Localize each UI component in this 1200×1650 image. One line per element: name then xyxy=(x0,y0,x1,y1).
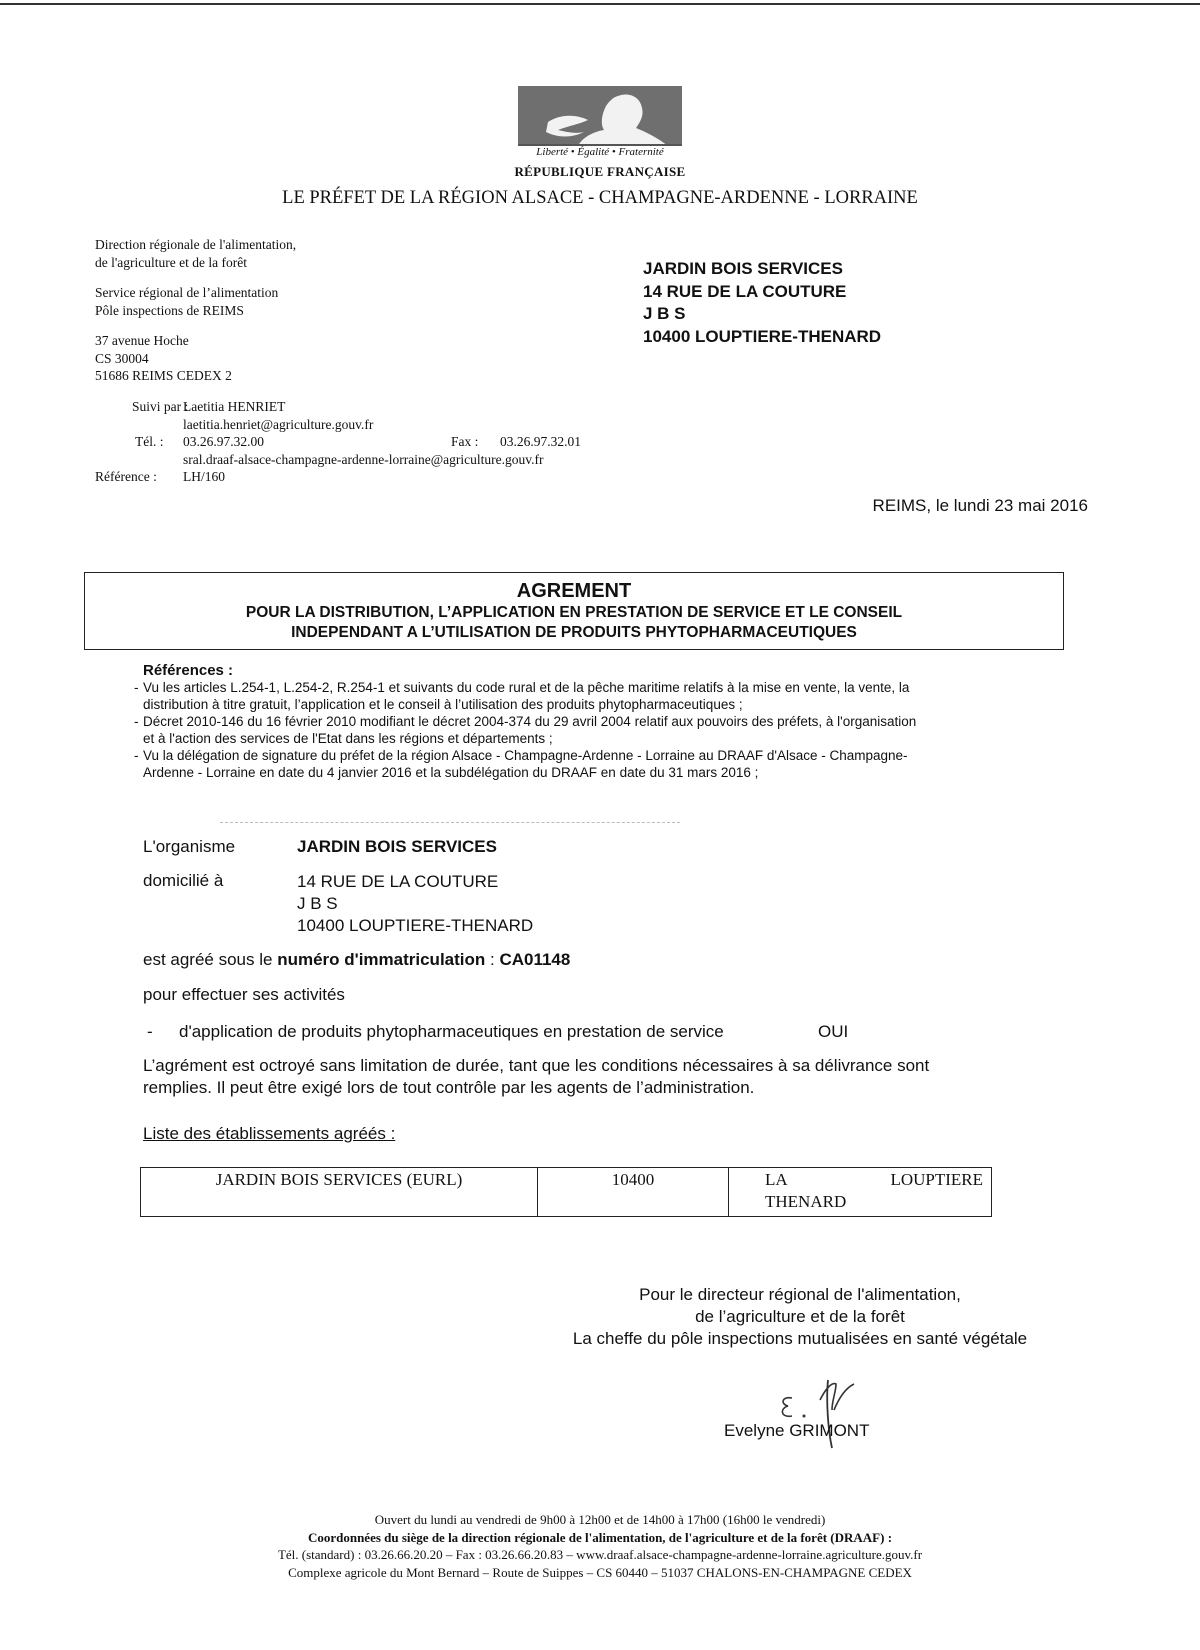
sender-address-line: 51686 REIMS CEDEX 2 xyxy=(95,368,232,383)
reference-label: Référence : xyxy=(95,469,157,484)
sender-address-line: 37 avenue Hoche xyxy=(95,333,189,348)
sender-service xyxy=(95,284,278,319)
references-section xyxy=(143,662,1083,781)
table-row xyxy=(141,1168,992,1217)
establishment-name: JARDIN BOIS SERVICES (EURL) xyxy=(141,1168,538,1217)
agreement-number-label: numéro d'immatriculation xyxy=(277,950,486,969)
reference-line: distribution à titre gratuit, l’application et le conseil à l’utilisation des produits phytopharmaceutiques ; xyxy=(143,697,743,712)
establishments-table xyxy=(140,1167,992,1217)
paragraph-line: L’agrément est octroyé sans limitation de durée, tant que les conditions nécessaires à sa délivrance sont xyxy=(143,1056,930,1075)
title-box xyxy=(84,572,1064,650)
top-rule xyxy=(0,3,1200,5)
republic-name: RÉPUBLIQUE FRANÇAISE xyxy=(514,164,686,179)
reference-item xyxy=(143,747,1083,781)
activity-dash: - xyxy=(147,1022,153,1041)
addressee-block xyxy=(643,258,881,348)
sender-service-line: Service régional de l’alimentation xyxy=(95,285,279,300)
reference-value: LH/160 xyxy=(183,469,225,484)
domicile-address xyxy=(297,871,533,937)
title-main: AGREMENT xyxy=(516,580,632,602)
agreement-number-value: CA01148 xyxy=(499,950,571,969)
org-label: L'organisme xyxy=(143,837,236,856)
agreement-colon: : xyxy=(485,950,500,969)
sral-email[interactable]: sral.draaf-alsace-champagne-ardenne-lorraine@agriculture.gouv.fr xyxy=(183,451,544,467)
duration-paragraph xyxy=(143,1055,929,1099)
agreement-number xyxy=(143,950,570,970)
activity-value: OUI xyxy=(818,1022,849,1041)
sender-direction xyxy=(95,236,296,271)
agreement-text: est agréé sous le xyxy=(143,950,278,969)
signature-block xyxy=(500,1284,1100,1350)
marianne-logo xyxy=(518,86,682,146)
footer-hours: Ouvert du lundi au vendredi de 9h00 à 12h00 et de 14h00 à 17h00 (16h00 le vendredi) xyxy=(374,1512,826,1527)
reference-line: Ardenne - Lorraine en date du 4 janvier 2016 et la subdélégation du DRAAF en date du 31 mars 2016 ; xyxy=(143,765,759,780)
activities-intro: pour effectuer ses activités xyxy=(143,985,345,1004)
city-part: LA xyxy=(765,1170,788,1189)
city-part: THENARD xyxy=(765,1192,847,1211)
addressee-line: J B S xyxy=(643,304,686,323)
domicile-label: domicilié à xyxy=(143,871,224,890)
domicile-line: 14 RUE DE LA COUTURE xyxy=(297,872,499,891)
reference-item xyxy=(143,679,1083,713)
title-line: POUR LA DISTRIBUTION, L’APPLICATION EN PRESTATION DE SERVICE ET LE CONSEIL xyxy=(245,604,903,621)
title-line: INDEPENDANT A L’UTILISATION DE PRODUITS PHYTOPHARMACEUTIQUES xyxy=(291,624,857,641)
reference-line: - Décret 2010-146 du 16 février 2010 modifiant le décret 2004-374 du 29 avril 2004 relatif aux pouvoirs des préfets, à l'organisation xyxy=(143,714,917,729)
suivi-label: Suivi par : xyxy=(132,399,189,414)
fax-value: 03.26.97.32.01 xyxy=(500,434,581,449)
suivi-name: Laetitia HENRIET xyxy=(183,399,286,414)
city-part: LOUPTIERE xyxy=(890,1170,983,1189)
sender-address-line: CS 30004 xyxy=(95,350,149,366)
establishments-heading: Liste des établissements agréés : xyxy=(143,1124,396,1143)
domicile-line: 10400 LOUPTIERE-THENARD xyxy=(297,916,534,935)
reference-line: et à l'action des services de l'Etat dans les régions et départements ; xyxy=(143,731,553,746)
sender-address xyxy=(95,332,232,385)
footer-heading: Coordonnées du siège de la direction régionale de l'alimentation, de l'agriculture et de la forêt (DRAAF) : xyxy=(307,1529,893,1545)
addressee-line: 14 RUE DE LA COUTURE xyxy=(643,281,847,301)
fax-label: Fax : xyxy=(451,434,479,449)
reference-line: - Vu la délégation de signature du préfet de la région Alsace - Champagne-Ardenne - Lorraine au DRAAF d'Alsace - Champagne- xyxy=(143,748,908,763)
domicile-line: J B S xyxy=(297,894,338,913)
republic-motto: Liberté • Égalité • Fraternité xyxy=(536,146,664,158)
suivi-email[interactable]: laetitia.henriet@agriculture.gouv.fr xyxy=(183,416,374,432)
reference-item xyxy=(143,713,1083,747)
sender-direction-line: Direction régionale de l'alimentation, xyxy=(95,237,297,252)
reference-line: - Vu les articles L.254-1, L.254-2, R.254-1 et suivants du code rural et de la pêche maritime relatifs à la mise en vente, la vente, la xyxy=(143,680,910,695)
signature-line: La cheffe du pôle inspections mutualisées en santé végétale xyxy=(572,1329,1028,1348)
addressee-line: 10400 LOUPTIERE-THENARD xyxy=(643,326,882,346)
signature-line: de l’agriculture et de la forêt xyxy=(695,1307,905,1326)
footer xyxy=(150,1511,1050,1581)
signatory-name: Evelyne GRIMONT xyxy=(724,1421,870,1440)
establishment-city xyxy=(729,1168,992,1217)
letter-date: REIMS, le lundi 23 mai 2016 xyxy=(872,496,1088,515)
contact-block xyxy=(95,398,795,486)
signature-line: Pour le directeur régional de l'alimentation, xyxy=(639,1285,961,1304)
handwritten-signature xyxy=(770,1370,880,1455)
divider xyxy=(220,822,680,823)
references-heading: Références : xyxy=(143,662,234,679)
paragraph-line: remplies. Il peut être exigé lors de tout contrôle par les agents de l’administration. xyxy=(143,1078,755,1097)
org-name: JARDIN BOIS SERVICES xyxy=(297,837,497,856)
sender-direction-line: de l'agriculture et de la forêt xyxy=(95,254,247,270)
tel-value: 03.26.97.32.00 xyxy=(183,434,264,449)
sender-service-line: Pôle inspections de REIMS xyxy=(95,302,244,318)
footer-address: Complexe agricole du Mont Bernard – Route de Suippes – CS 60440 – 51037 CHALONS-EN-CHAMPAGNE CEDEX xyxy=(288,1564,912,1580)
tel-label: Tél. : xyxy=(135,434,164,449)
activity-text: d'application de produits phytopharmaceutiques en prestation de service xyxy=(179,1022,724,1041)
footer-contact: Tél. (standard) : 03.26.66.20.20 – Fax : 03.26.66.20.83 – www.draaf.alsace-champagne-ardenne-lorraine.agriculture.gouv.fr xyxy=(277,1547,923,1562)
establishment-postcode: 10400 xyxy=(538,1168,729,1217)
addressee-line: JARDIN BOIS SERVICES xyxy=(643,259,843,278)
references-list xyxy=(143,679,1083,781)
prefet-heading: LE PRÉFET DE LA RÉGION ALSACE - CHAMPAGNE-ARDENNE - LORRAINE xyxy=(282,188,918,208)
